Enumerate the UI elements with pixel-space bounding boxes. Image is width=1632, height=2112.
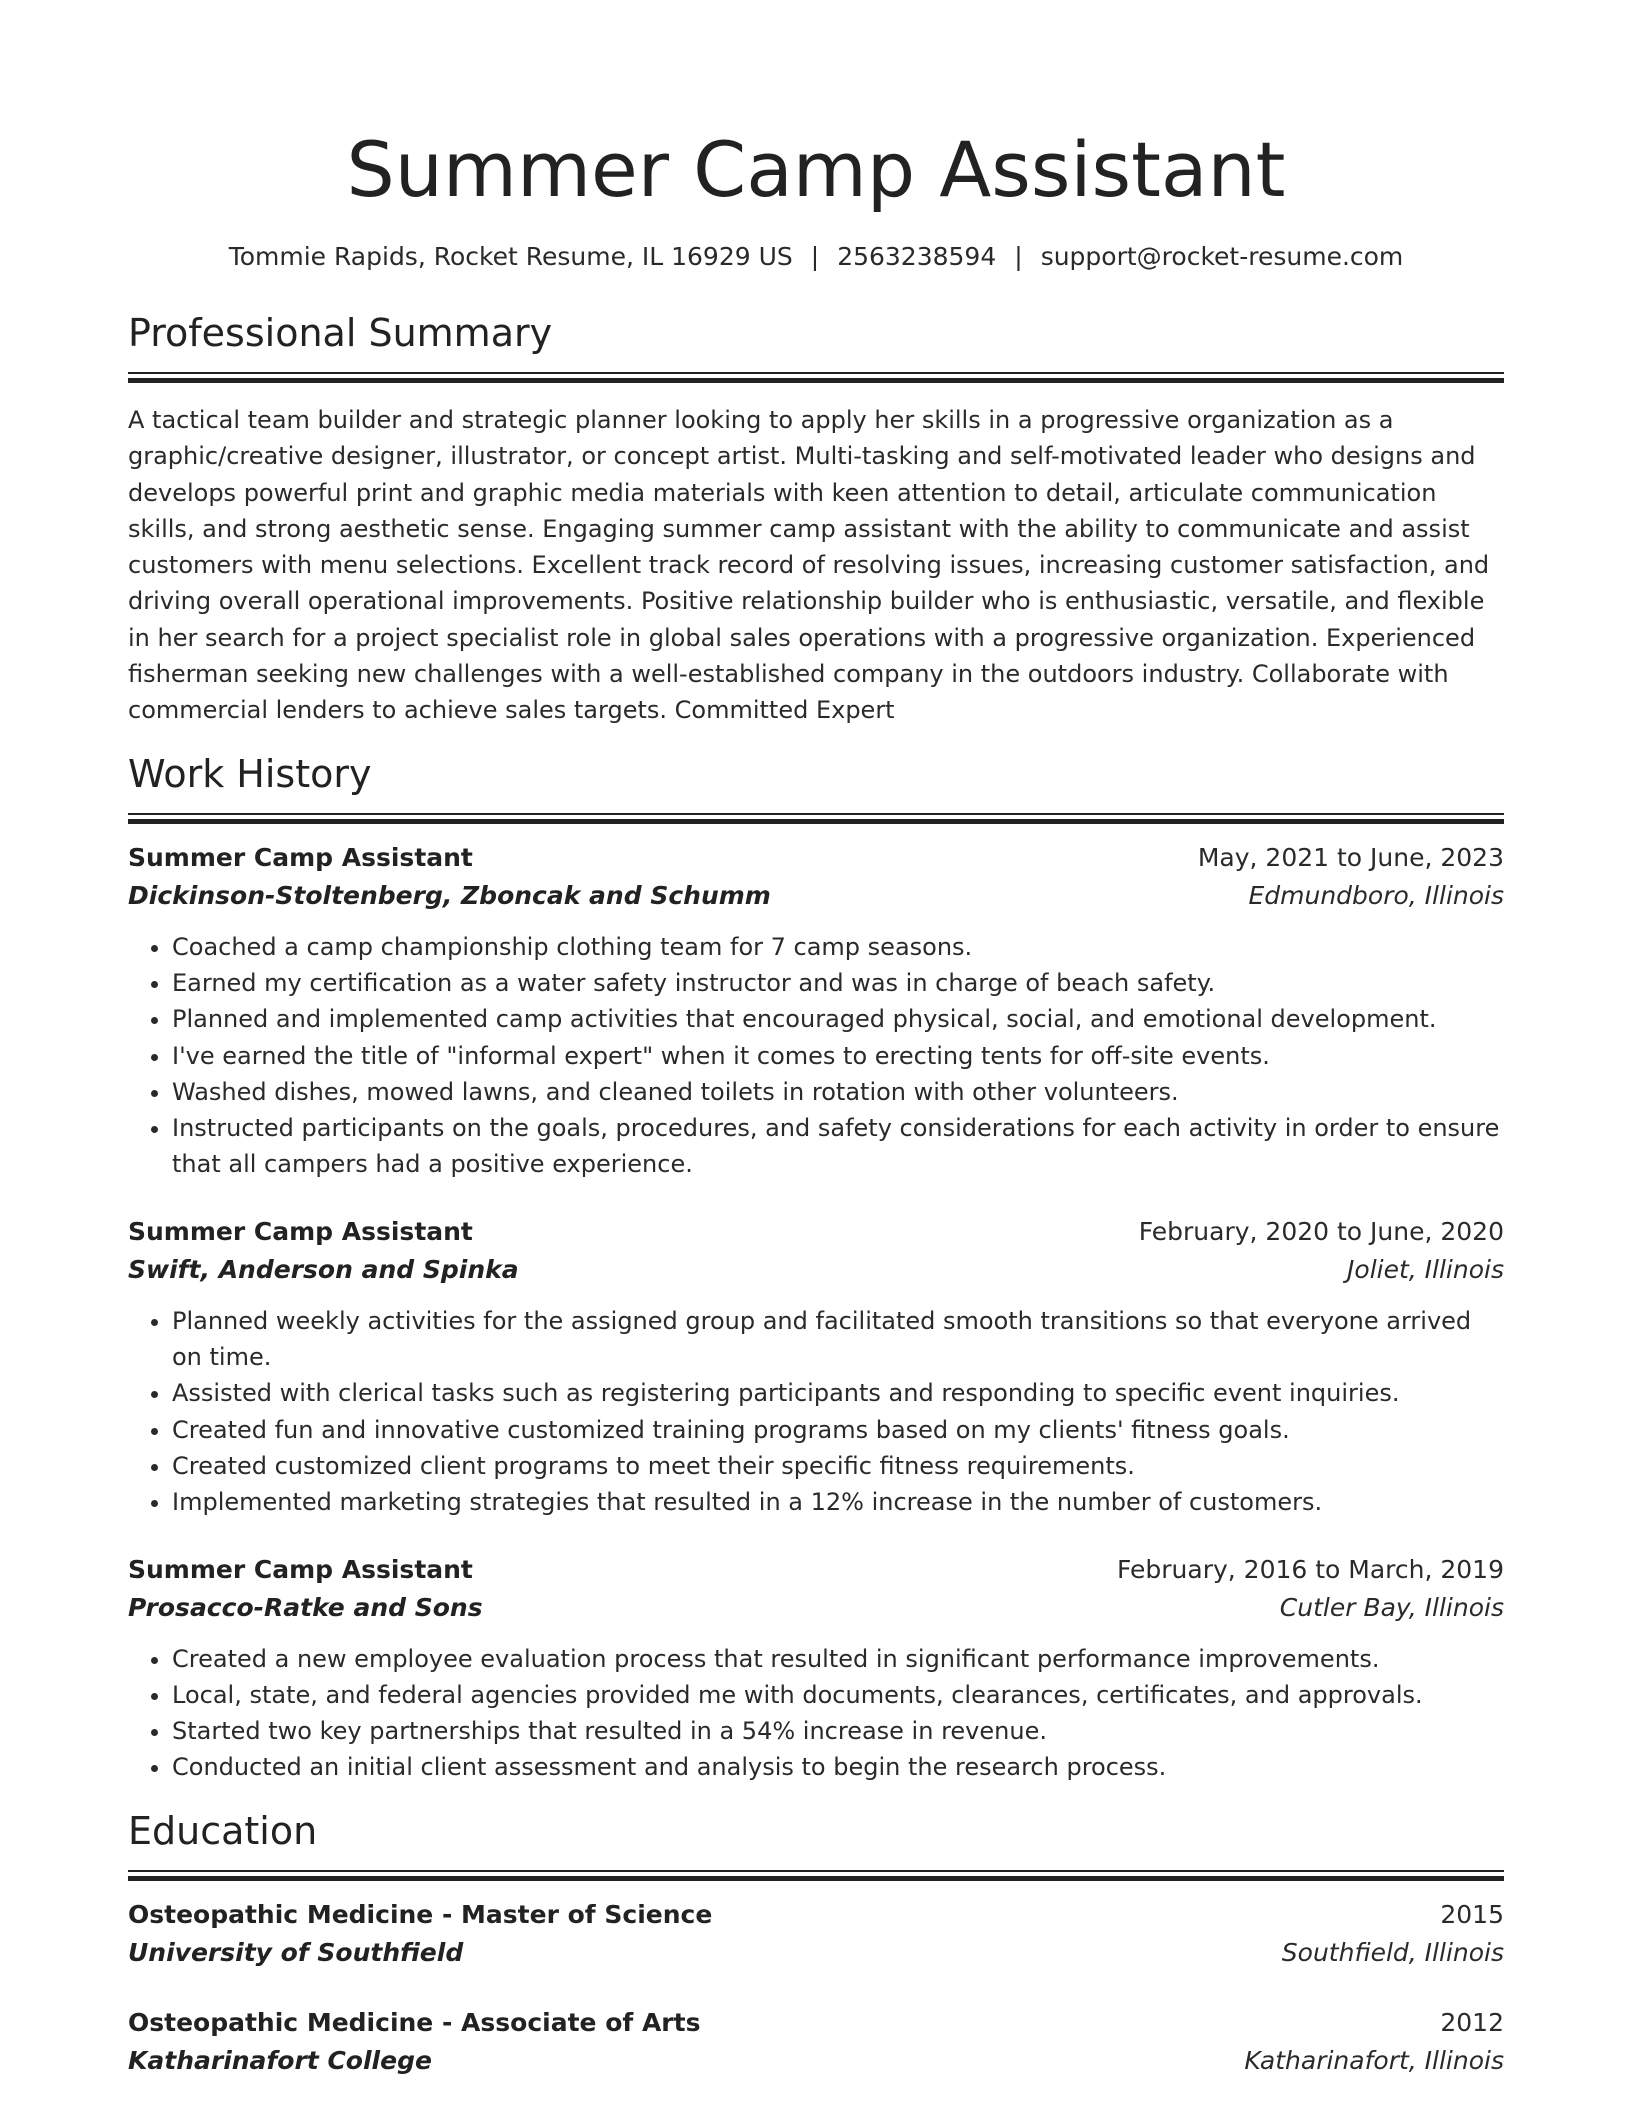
bullet-item: • Instructed participants on the goals, procedures, and safety considerations for each activity in order to ensure that all campers had a positive experience. [172, 1110, 1504, 1183]
contact-phone: 2563238594 [837, 242, 997, 271]
job-company-row [128, 1251, 1504, 1289]
work-history-section [128, 749, 1504, 1786]
education-header-row [128, 1896, 1504, 1934]
education-degree: Osteopathic Medicine - Master of Science [128, 1899, 713, 1929]
education-school-row [128, 2042, 1504, 2080]
education-entry [128, 2004, 1504, 2080]
job-dates: February, 2020 to June, 2020 [1138, 1216, 1504, 1246]
summary-section [128, 308, 1504, 729]
bullet-item: • Earned my certification as a water safety instructor and was in charge of beach safety. [172, 965, 1504, 1001]
bullet-item: • Local, state, and federal agencies provided me with documents, clearances, certificates, and approvals. [172, 1677, 1504, 1713]
job-company: Dickinson-Stoltenberg, Zboncak and Schumm [128, 880, 771, 910]
job-company-row [128, 877, 1504, 915]
section-divider [128, 372, 1504, 382]
contact-line [128, 240, 1504, 274]
education-degree: Osteopathic Medicine - Associate of Arts [128, 2007, 701, 2037]
education-school: University of Southfield [128, 1937, 464, 1967]
contact-separator: | [810, 242, 820, 271]
education-year: 2012 [1440, 2007, 1504, 2037]
job-entry [128, 1551, 1504, 1786]
bullet-item: • Planned and implemented camp activities that encouraged physical, social, and emotional development. [172, 1001, 1504, 1037]
job-dates: May, 2021 to June, 2023 [1197, 842, 1504, 872]
contact-separator: | [1014, 242, 1023, 271]
job-location: Cutler Bay, Illinois [1279, 1592, 1504, 1622]
bullet-item: • I've earned the title of "informal expert" when it comes to erecting tents for off-site events. [172, 1038, 1504, 1074]
bullet-item: • Conducted an initial client assessment and analysis to begin the research process. [172, 1749, 1504, 1785]
job-entry [128, 839, 1504, 1183]
job-header-row [128, 1213, 1504, 1251]
bullet-item: • Created fun and innovative customized training programs based on my clients' fitness goals. [172, 1412, 1504, 1448]
contact-address: Tommie Rapids, Rocket Resume, IL 16929 US [228, 242, 793, 271]
job-role: Summer Camp Assistant [128, 1554, 473, 1584]
bullet-item: • Created customized client programs to meet their specific fitness requirements. [172, 1448, 1504, 1484]
education-heading: Education [128, 1808, 318, 1853]
job-company: Prosacco-Ratke and Sons [128, 1592, 483, 1622]
education-school-row [128, 1934, 1504, 1972]
education-entry [128, 1896, 1504, 1972]
job-location: Joliet, Illinois [1347, 1254, 1504, 1284]
bullet-item: • Created a new employee evaluation process that resulted in significant performance improvements. [172, 1641, 1504, 1677]
job-role: Summer Camp Assistant [128, 842, 473, 872]
resume-title: Summer Camp Assistant [346, 125, 1286, 214]
job-company: Swift, Anderson and Spinka [128, 1254, 519, 1284]
education-location: Katharinafort, Illinois [1244, 2045, 1504, 2075]
job-header-row [128, 839, 1504, 877]
section-divider [128, 1870, 1504, 1880]
education-year: 2015 [1440, 1899, 1504, 1929]
contact-email: support@rocket-resume.com [1040, 242, 1404, 271]
education-header-row [128, 2004, 1504, 2042]
job-header-row [128, 1551, 1504, 1589]
summary-heading: Professional Summary [128, 311, 553, 355]
job-company-row [128, 1589, 1504, 1627]
bullet-item: • Washed dishes, mowed lawns, and cleaned toilets in rotation with other volunteers. [172, 1074, 1504, 1110]
job-location: Edmundboro, Illinois [1248, 880, 1504, 910]
bullet-item: • Planned weekly activities for the assigned group and facilitated smooth transitions so that everyone arrived on time. [172, 1303, 1504, 1376]
bullet-item: • Assisted with clerical tasks such as registering participants and responding to specific event inquiries. [172, 1375, 1504, 1411]
bullet-item: • Started two key partnerships that resulted in a 54% increase in revenue. [172, 1713, 1504, 1749]
job-bullets [128, 929, 1504, 1183]
education-section [128, 1806, 1504, 2080]
job-entry [128, 1213, 1504, 1521]
education-school: Katharinafort College [128, 2045, 432, 2075]
education-location: Southfield, Illinois [1281, 1937, 1504, 1967]
section-divider [128, 813, 1504, 823]
job-dates: February, 2016 to March, 2019 [1116, 1554, 1504, 1584]
bullet-item: • Coached a camp championship clothing team for 7 camp seasons. [172, 929, 1504, 965]
summary-text: A tactical team builder and strategic planner looking to apply her skills in a progressive organization as a graphic/creative designer, illustrator, or concept artist. Multi-tasking and self-motivated leader who designs and develops powerful print and graphic media materials with keen attention to detail, articulate communication skills, and strong aesthetic sense. Engaging summer camp assistant with the ability to communicate and assist customers with menu selections. Excellent track record of resolving issues, increasing customer satisfaction, and driving overall operational improvements. Positive relationship builder who is enthusiastic, versatile, and flexible in her search for a project specialist role in global sales operations with a progressive organization. Experienced fisherman seeking new challenges with a well-established company in the outdoors industry. Collaborate with commercial lenders to achieve sales targets. Committed Expert [128, 406, 1490, 725]
job-bullets [128, 1303, 1504, 1521]
resume-page [128, 0, 1504, 2080]
work-history-heading: Work History [128, 751, 372, 796]
job-role: Summer Camp Assistant [128, 1216, 473, 1246]
job-bullets [128, 1641, 1504, 1786]
bullet-item: • Implemented marketing strategies that resulted in a 12% increase in the number of customers. [172, 1484, 1504, 1520]
